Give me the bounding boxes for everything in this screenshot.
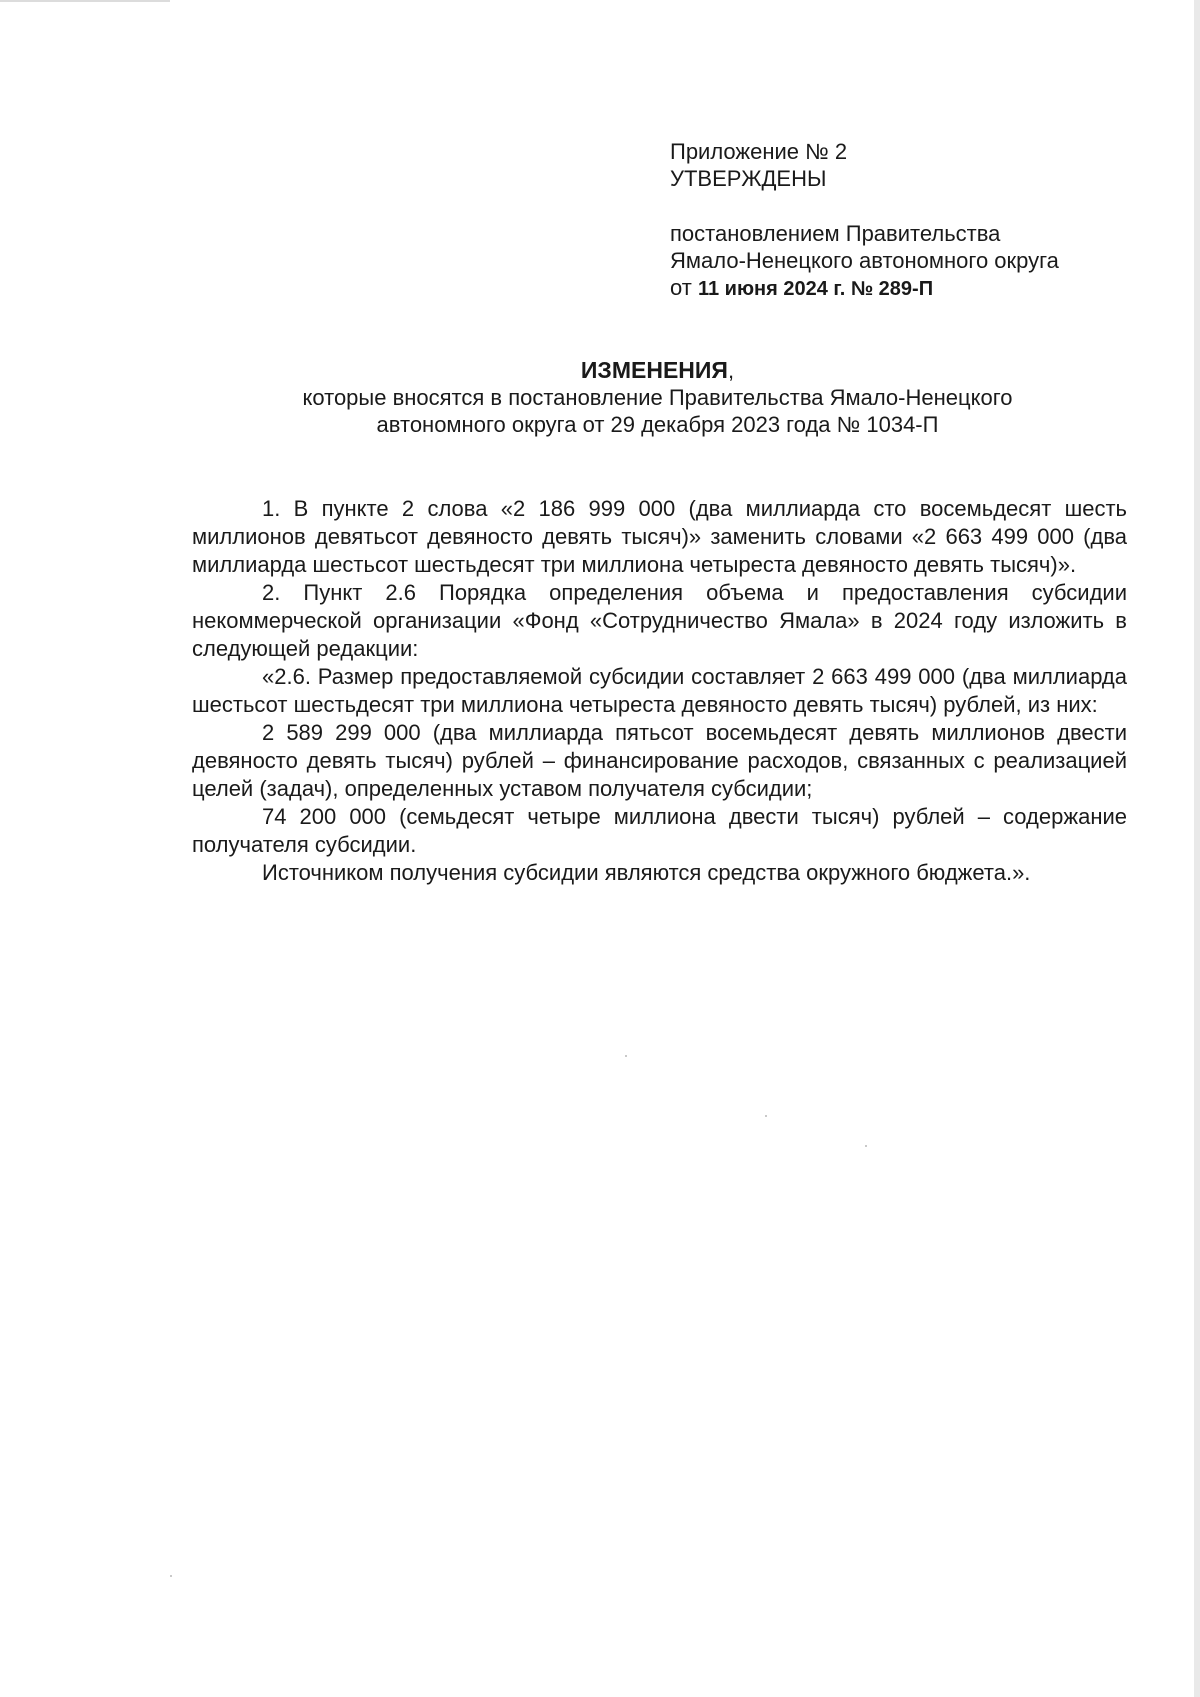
- appendix-number: Приложение № 2: [670, 139, 848, 164]
- okrug-line: Ямало-Ненецкого автономного округа: [670, 248, 1059, 273]
- approval-header: [670, 138, 1150, 303]
- title-subtitle-line-1: которые вносятся в постановление Правительства Ямало-Ненецкого: [302, 385, 1013, 410]
- paragraph-5: 74 200 000 (семьдесят четыре миллиона двести тысяч) рублей – содержание получателя субсидии.: [192, 804, 1127, 857]
- document-title-block: [190, 357, 1125, 438]
- scan-speck: [865, 1145, 867, 1147]
- document-title: [190, 357, 1125, 384]
- scan-page-edge: [1194, 0, 1200, 1697]
- paragraph-2: 2. Пункт 2.6 Порядка определения объема и предоставления субсидии некоммерческой организации «Фонд «Сотрудничество Ямала» в 2024 году изложить в следующей редакции:: [192, 580, 1127, 661]
- header-spacer: [670, 192, 1150, 220]
- scan-speck: [625, 1055, 627, 1057]
- resolution-date-number: 11 июня 2024 г. № 289-П: [697, 278, 934, 300]
- scan-top-edge: [0, 0, 170, 2]
- paragraph-4: 2 589 299 000 (два миллиарда пятьсот восемьдесят девять миллионов двести девяносто девять тысяч) рублей – финансирование расходов, связанных с реализацией целей (задач), определенных уставом получателя субсидии;: [192, 720, 1127, 801]
- scan-speck: [170, 1575, 172, 1577]
- title-subtitle-line-2: автономного округа от 29 декабря 2023 года № 1034-П: [376, 412, 939, 437]
- scan-speck: [765, 1115, 767, 1117]
- title-heading-suffix: ,: [727, 358, 735, 383]
- resolution-line: постановлением Правительства: [670, 221, 1001, 246]
- date-prefix: от: [670, 275, 698, 300]
- approved-label: УТВЕРЖДЕНЫ: [670, 166, 827, 191]
- paragraph-1: 1. В пункте 2 слова «2 186 999 000 (два миллиарда сто восемьдесят шесть миллионов девятьсот девяносто девять тысяч)» заменить словами «2 663 499 000 (два миллиарда шестьсот шестьдесят три миллиона четыреста девяносто девять тысяч)».: [192, 496, 1127, 577]
- title-heading: ИЗМЕНЕНИЯ: [580, 357, 728, 383]
- resolution-date-line: [670, 274, 1150, 303]
- paragraph-6: Источником получения субсидии являются средства окружного бюджета.».: [262, 860, 1031, 885]
- document-body: [192, 495, 1127, 887]
- paragraph-3: «2.6. Размер предоставляемой субсидии составляет 2 663 499 000 (два миллиарда шестьсот шестьдесят три миллиона четыреста девяносто девять тысяч) рублей, из них:: [192, 664, 1127, 717]
